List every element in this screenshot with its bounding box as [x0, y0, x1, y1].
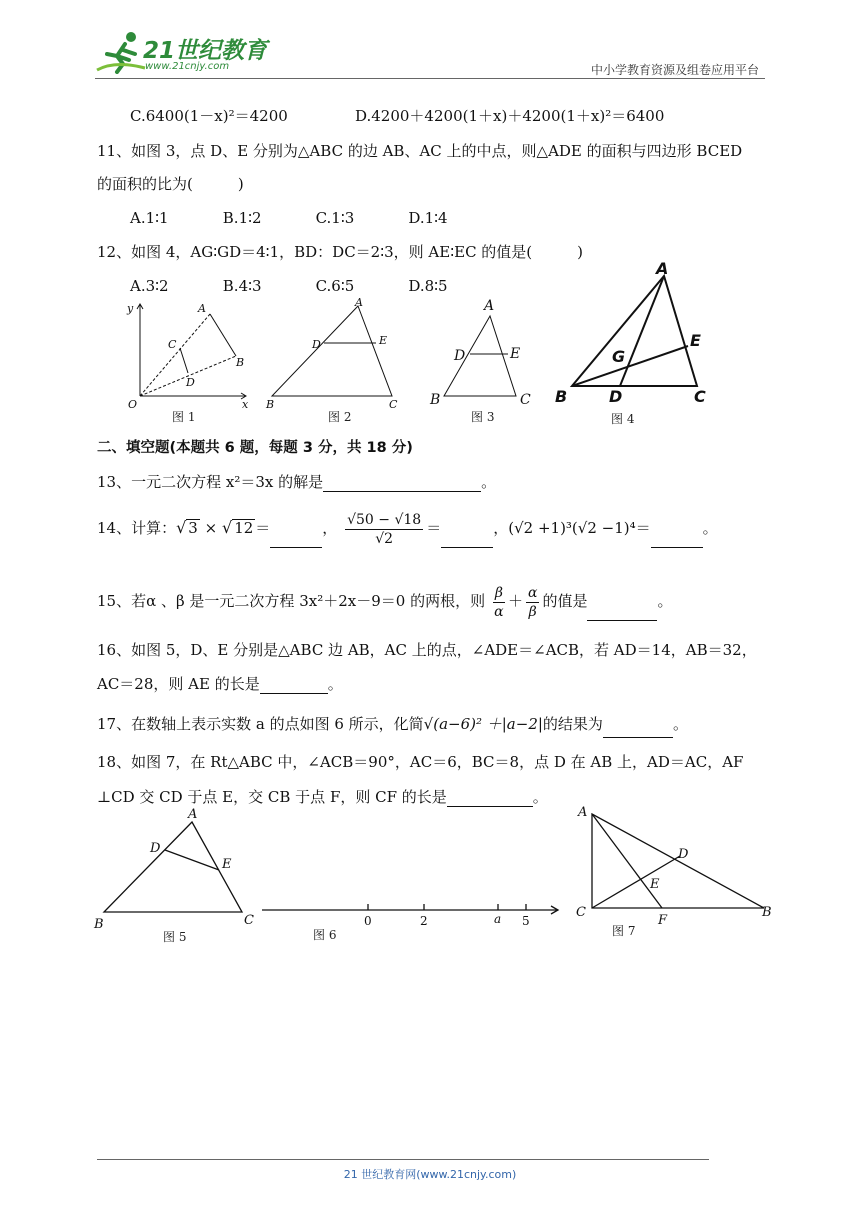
- svg-text:C: C: [520, 392, 531, 408]
- q13-answer-blank: [323, 475, 481, 492]
- q10-option-d: D.4200＋4200(1＋x)＋4200(1＋x)²＝6400: [355, 107, 665, 125]
- svg-text:y: y: [127, 302, 134, 315]
- q16-answer-blank: [260, 677, 328, 694]
- q15-answer-blank: [587, 604, 657, 621]
- svg-text:C: C: [576, 905, 586, 920]
- q16-line2: AC＝28，则 AE 的长是: [97, 675, 260, 693]
- figure-5-diagram: [92, 804, 262, 932]
- svg-text:D: D: [312, 338, 321, 351]
- q16-line2-wrap: [97, 674, 343, 694]
- q14-sqrt3: 3: [188, 519, 198, 537]
- q14-prefix: 14、计算：: [97, 519, 177, 537]
- q17-tail: 的结果为: [542, 715, 603, 733]
- q15-fraction-1: [493, 584, 505, 621]
- svg-text:B: B: [266, 398, 275, 411]
- q17-end: 。: [672, 715, 688, 733]
- svg-text:B: B: [430, 392, 441, 408]
- q14-fraction: [345, 511, 423, 548]
- q14-third-expr: (√2 +1)³(√2 −1)⁴＝: [508, 519, 651, 537]
- q11-option-b: B.1∶2: [222, 209, 262, 227]
- q12-stem: 12、如图 4，AG∶GD＝4∶1，BD：DC＝2∶3，则 AE∶EC 的值是( ): [97, 243, 584, 261]
- q17-answer-blank: [603, 721, 673, 738]
- q14-eq1: ＝: [255, 519, 271, 537]
- svg-text:x: x: [242, 398, 249, 411]
- q17-stem: 17、在数轴上表示实数 a 的点如图 6 所示，化简: [97, 715, 424, 733]
- figure-7-caption: 图 7: [612, 924, 636, 938]
- svg-text:B: B: [94, 917, 104, 932]
- svg-text:B: B: [762, 905, 772, 920]
- q17-expression: √(a−6)² ＋|a−2|: [423, 715, 543, 733]
- q14-blank-1: [270, 531, 322, 548]
- q12-option-d: D.8∶5: [408, 277, 448, 295]
- q14-comma1: ，: [322, 519, 338, 537]
- q15-frac2-num: α: [527, 584, 538, 601]
- q18-line1: 18、如图 7，在 Rt△ABC 中，∠ACB＝90°，AC＝6，BC＝8，点 D 在 AB 上，AD＝AC，AF: [97, 753, 744, 771]
- figure-4-diagram: [552, 258, 722, 408]
- svg-text:A: A: [198, 302, 206, 315]
- q16-end: 。: [327, 675, 343, 693]
- q15-fraction-2: [526, 584, 539, 621]
- q14-times: ×: [204, 519, 218, 537]
- figure-3-diagram: [428, 294, 538, 412]
- svg-text:D: D: [150, 841, 161, 856]
- svg-text:A: A: [188, 807, 198, 822]
- q13: [97, 472, 496, 492]
- q18-line2: ⊥CD 交 CD 于点 E，交 CB 于点 F，则 CF 的长是: [97, 788, 447, 806]
- q14-fraction-denominator: √2: [375, 530, 394, 547]
- svg-text:E: E: [650, 877, 660, 892]
- q14-fraction-numerator: √50 − √18: [347, 511, 422, 528]
- q15-frac2-den: β: [528, 603, 537, 620]
- svg-text:C: C: [244, 913, 254, 928]
- q10-option-c: C.6400(1－x)²＝4200: [130, 107, 288, 125]
- numline-label-0: 0: [364, 914, 372, 928]
- svg-text:O: O: [128, 398, 138, 411]
- numline-label-a: a: [494, 912, 502, 926]
- q12-option-b: B.4∶3: [222, 277, 262, 295]
- numline-label-5: 5: [522, 914, 530, 928]
- header-rule: [95, 78, 765, 79]
- svg-text:C: C: [389, 398, 398, 411]
- figure-1-caption: 图 1: [172, 410, 196, 424]
- figure-2-caption: 图 2: [328, 410, 352, 424]
- figure-4-caption: 图 4: [611, 412, 635, 426]
- q12-option-c: C.6∶5: [315, 277, 355, 295]
- q11-options: [130, 208, 448, 228]
- q14: 14、计算：√ 3 × √ 12 ＝ ， $\frac{√50 - √18}{√2}$ ＝ ，(√2 +1)³(√2 −1)⁴＝ 。: [97, 511, 718, 547]
- figure-5-caption: 图 5: [163, 930, 187, 944]
- q18-answer-blank: [447, 790, 533, 807]
- q15: [97, 583, 672, 621]
- q11-option-d: D.1∶4: [408, 209, 448, 227]
- figure-3-caption: 图 3: [471, 410, 495, 424]
- q11-option-a: A.1∶1: [130, 209, 169, 227]
- figure-1-diagram: [118, 296, 258, 411]
- svg-text:C: C: [694, 387, 706, 406]
- svg-text:A: A: [355, 296, 363, 309]
- svg-text:A: A: [578, 805, 588, 820]
- q15-frac1-den: α: [494, 603, 504, 620]
- footer-rule: [97, 1159, 709, 1160]
- q13-stem: 13、一元二次方程 x²＝3x 的解是: [97, 473, 324, 491]
- q11-stem-line2: 的面积的比为( ): [97, 175, 244, 193]
- q14-sqrt12: 12: [234, 519, 254, 537]
- logo-text: 21世纪教育: [143, 38, 268, 64]
- svg-text:A: A: [656, 259, 669, 278]
- svg-text:B: B: [236, 356, 245, 369]
- section-2-title: 二、填空题(本题共 6 题，每题 3 分，共 18 分): [97, 440, 413, 456]
- q16-line1: 16、如图 5，D、E 分别是△ABC 边 AB，AC 上的点，∠ADE＝∠ACB，若 AD＝14，AB＝32，: [97, 641, 757, 659]
- svg-text:D: D: [678, 847, 689, 862]
- svg-text:B: B: [555, 387, 568, 406]
- q11-option-c: C.1∶3: [315, 209, 355, 227]
- svg-text:D: D: [454, 348, 466, 364]
- svg-text:E: E: [222, 857, 232, 872]
- svg-text:C: C: [168, 338, 177, 351]
- figure-6-caption: 图 6: [313, 928, 337, 942]
- footer-text[interactable]: 21 世纪教育网(www.21cnjy.com): [343, 1168, 517, 1181]
- q15-tail: 的值是: [542, 592, 588, 610]
- q14-comma2: ，: [493, 519, 509, 537]
- q15-frac1-num: β: [494, 584, 503, 601]
- q14-end: 。: [702, 519, 718, 537]
- q14-eq2: ＝: [426, 519, 442, 537]
- svg-text:E: E: [690, 331, 701, 350]
- header: [95, 28, 765, 80]
- q14-blank-2: [441, 531, 493, 548]
- q15-plus: ＋: [507, 592, 523, 610]
- q15-stem: 15、若α 、β 是一元二次方程 3x²＋2x－9＝0 的两根，则: [97, 592, 486, 610]
- svg-text:D: D: [609, 387, 623, 406]
- q13-end: 。: [481, 473, 497, 491]
- figure-2-diagram: [262, 296, 412, 411]
- svg-text:A: A: [484, 298, 495, 314]
- svg-text:E: E: [379, 334, 388, 347]
- numline-label-2: 2: [420, 914, 428, 928]
- q15-end: 。: [657, 592, 673, 610]
- q12-options: [130, 276, 448, 296]
- svg-text:G: G: [612, 347, 626, 366]
- q11-stem-line1: 11、如图 3，点 D、E 分别为△ABC 的边 AB、AC 上的中点，则△ADE 的面积与四边形 BCED: [97, 142, 743, 160]
- q17: [97, 710, 688, 738]
- svg-text:D: D: [186, 376, 195, 389]
- figure-7-diagram: [574, 800, 779, 928]
- logo-url: www.21cnjy.com: [145, 61, 230, 72]
- q12-option-a: A.3∶2: [130, 277, 169, 295]
- svg-text:E: E: [510, 346, 521, 362]
- q14-blank-3: [651, 531, 703, 548]
- header-right-text: 中小学教育资源及组卷应用平台: [590, 63, 759, 77]
- svg-text:F: F: [658, 913, 668, 928]
- q18-end: 。: [532, 788, 548, 806]
